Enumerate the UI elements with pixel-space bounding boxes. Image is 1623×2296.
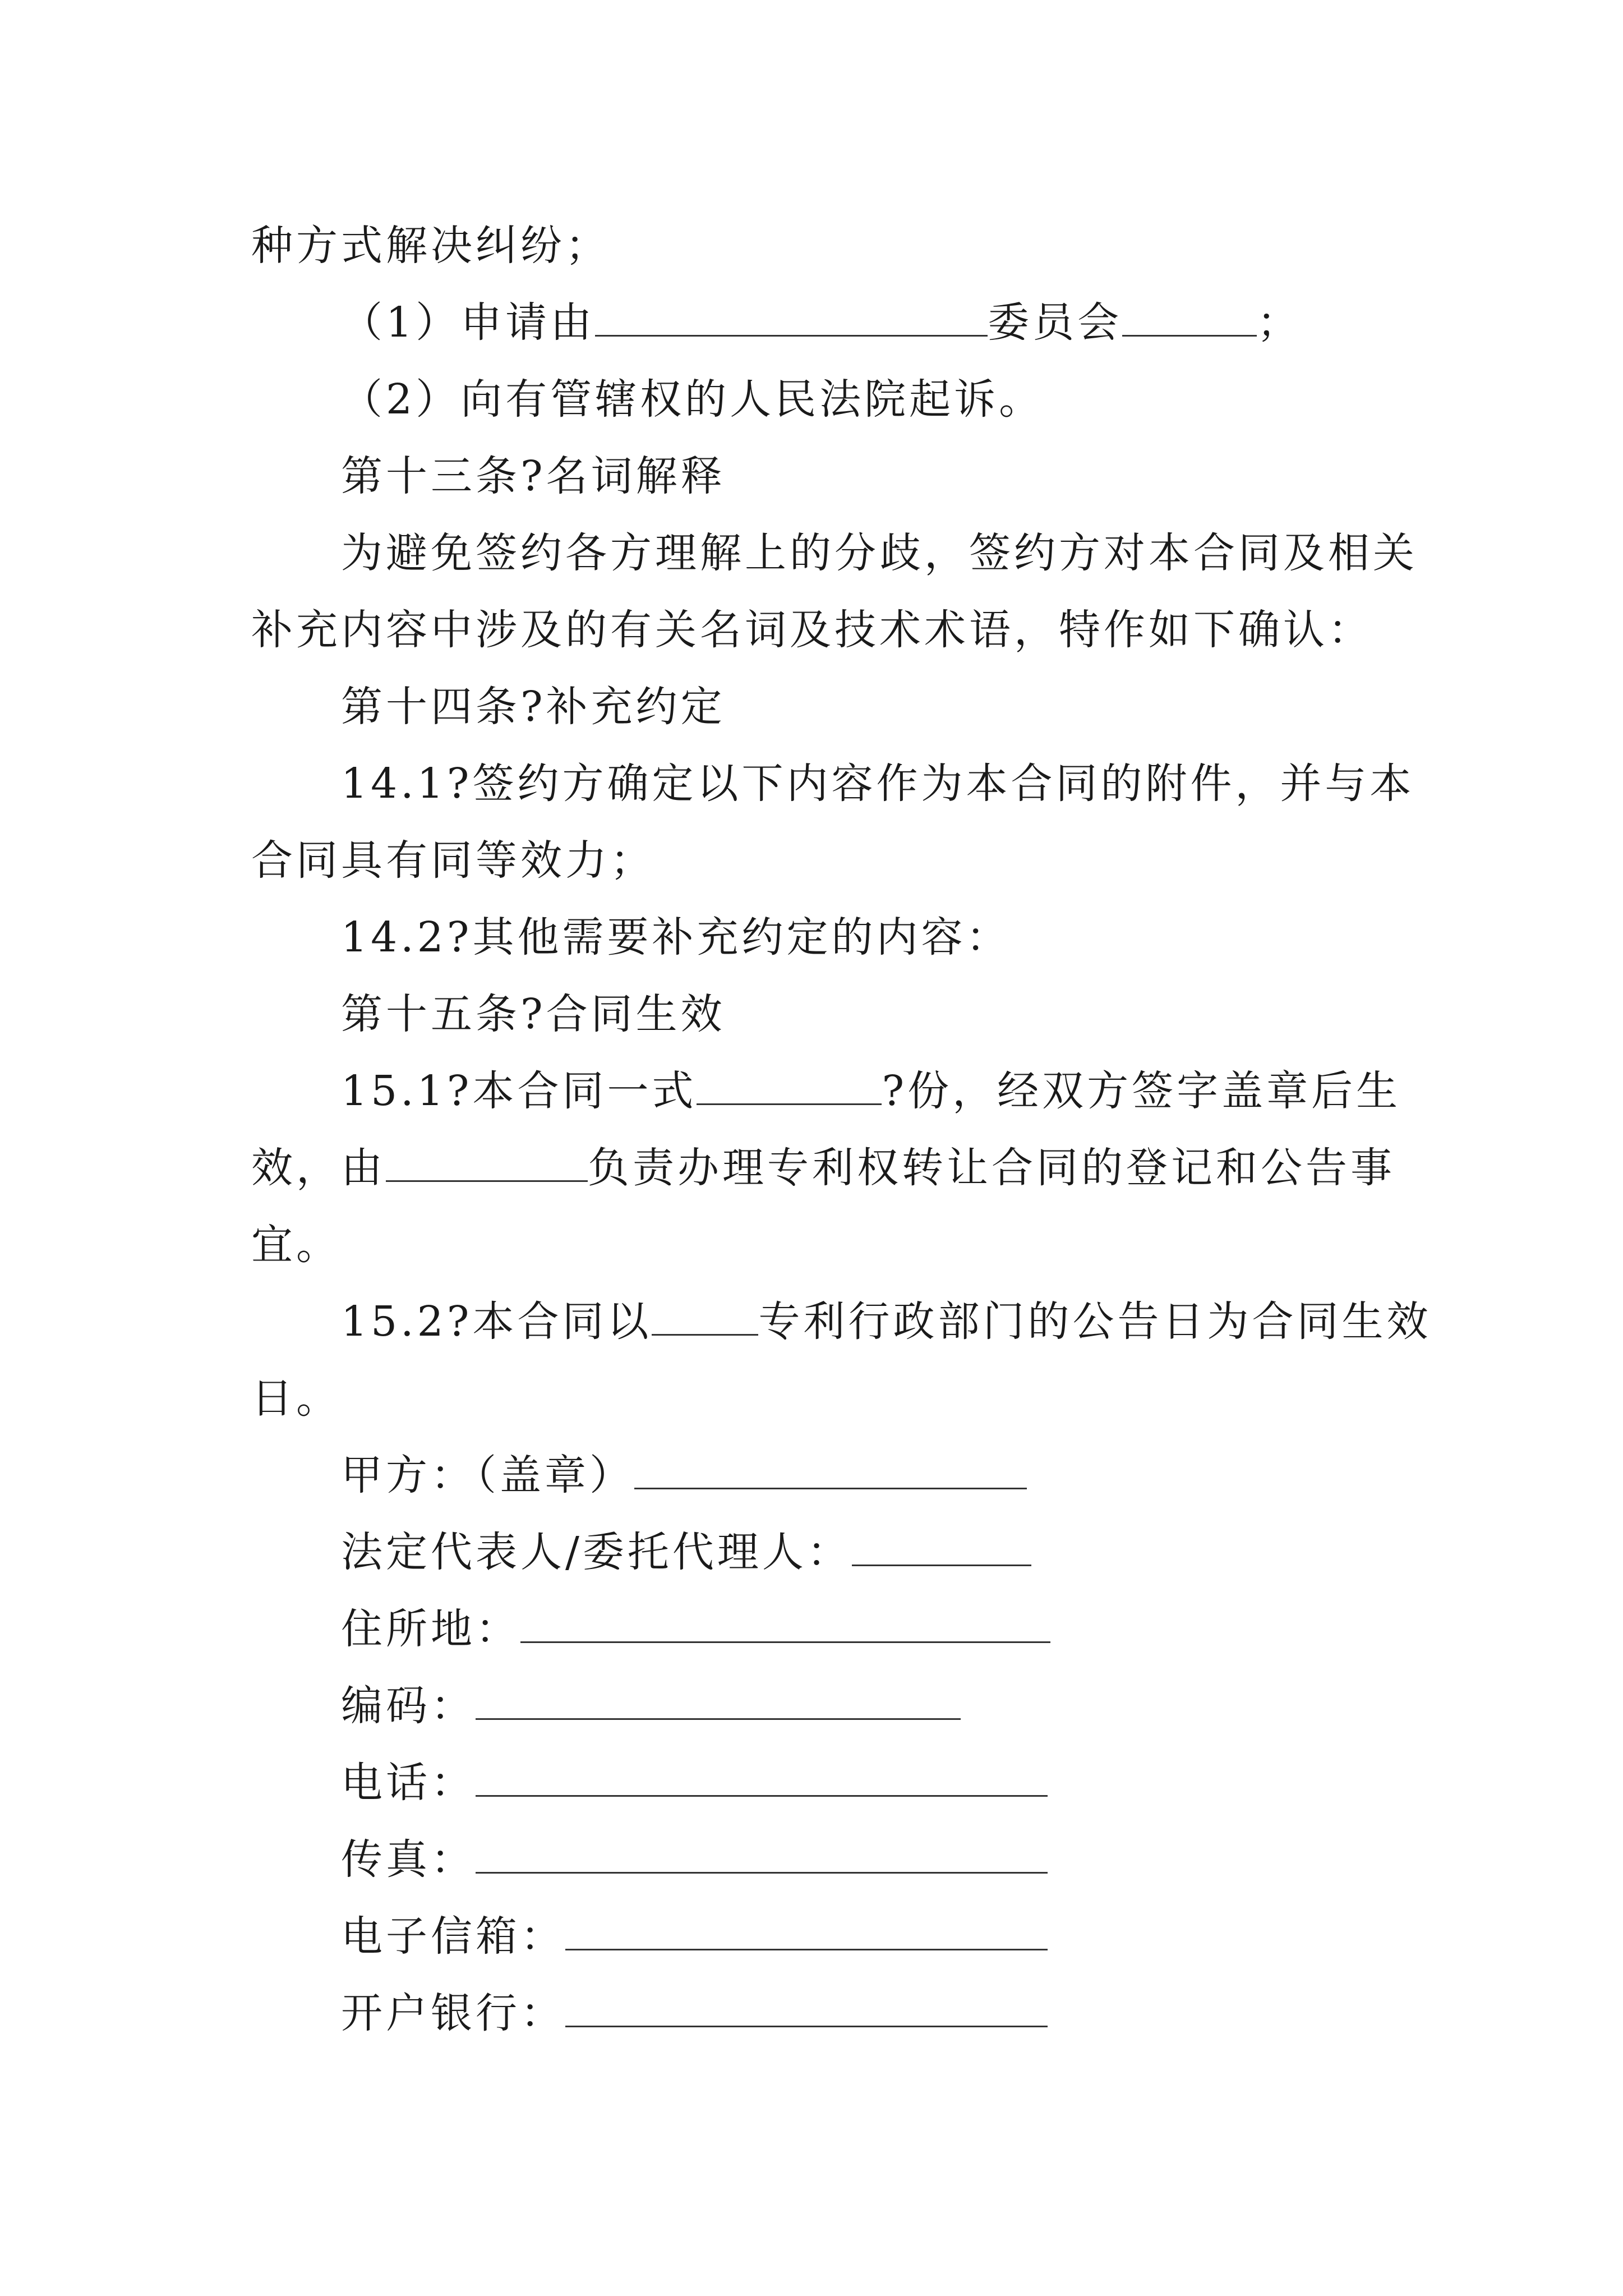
contract-text [251, 208, 1432, 2052]
heading-text: 第十四条?补充约定 [341, 683, 726, 731]
paragraph-text: ?份，经双方签字盖章后生 [882, 1067, 1401, 1115]
field-label: 住所地： [341, 1605, 520, 1653]
signature-field-phone [251, 1745, 1390, 1821]
email-blank [565, 1916, 1048, 1950]
text-line [251, 208, 1390, 284]
department-blank [652, 1301, 758, 1336]
paragraph-text: （2）向有管辖权的人民法院起诉。 [341, 375, 1044, 424]
field-label: 电话： [341, 1759, 476, 1807]
paragraph-text: 宜。 [251, 1221, 341, 1269]
committee-name-blank [595, 302, 988, 337]
text-line [251, 515, 1418, 592]
field-label: 电子信箱： [341, 1912, 565, 1961]
text-line [251, 899, 1390, 976]
phone-blank [476, 1763, 1048, 1797]
copies-count-blank [697, 1071, 882, 1105]
party-a-seal-blank [634, 1455, 1027, 1489]
postcode-blank [476, 1686, 961, 1720]
paragraph-text: 14.2?其他需要补充约定的内容： [341, 913, 1011, 961]
text-line [251, 1360, 1390, 1437]
text-line [251, 746, 1415, 822]
field-label: 编码： [341, 1682, 476, 1730]
signature-field-representative [251, 1514, 1390, 1591]
clause-item-2 [251, 361, 1390, 438]
field-label: 甲方：（盖章） [341, 1451, 634, 1499]
text-line [251, 592, 1390, 669]
arbitration-blank [1122, 302, 1257, 337]
address-blank [520, 1609, 1050, 1643]
paragraph-text: 15.1?本合同一式 [341, 1067, 697, 1115]
signature-field-email [251, 1898, 1390, 1975]
heading-text: 第十三条?名词解释 [341, 452, 726, 500]
paragraph-text: 15.2?本合同以 [341, 1297, 652, 1346]
heading-text: 第十五条?合同生效 [341, 990, 726, 1038]
article-heading [251, 438, 1390, 515]
paragraph-text: 补充内容中涉及的有关名词及技术术语，特作如下确认： [251, 606, 1373, 654]
article-heading [251, 976, 1390, 1053]
text-line [251, 1283, 1432, 1360]
paragraph-text: 日。 [251, 1374, 341, 1423]
paragraph-text: 委员会 [988, 298, 1123, 347]
text-line [251, 822, 1390, 899]
signature-field-bank [251, 1975, 1390, 2052]
responsible-party-blank [386, 1148, 588, 1182]
paragraph-text: 合同具有同等效力； [251, 836, 655, 885]
paragraph-text: 种方式解决纠纷； [251, 222, 610, 270]
field-label: 开户银行： [341, 1989, 565, 2037]
paragraph-text: （1）申请由 [341, 298, 596, 347]
field-label: 法定代表人/委托代理人： [341, 1528, 852, 1576]
text-line [251, 1207, 1390, 1283]
paragraph-text: ； [1257, 298, 1302, 347]
paragraph-text: 14.1?签约方确定以下内容作为本合同的附件，并与本 [341, 760, 1415, 808]
signature-field-party-a [251, 1437, 1390, 1514]
text-line [251, 1053, 1401, 1130]
signature-field-postcode [251, 1668, 1390, 1745]
paragraph-text: 负责办理专利权转让合同的登记和公告事 [588, 1144, 1395, 1192]
representative-blank [852, 1532, 1031, 1566]
fax-blank [476, 1839, 1048, 1874]
signature-field-address [251, 1591, 1390, 1668]
clause-item-1 [251, 284, 1390, 361]
paragraph-text: 效，由 [251, 1144, 386, 1192]
field-label: 传真： [341, 1835, 476, 1884]
article-heading [251, 669, 1390, 746]
signature-field-fax [251, 1821, 1390, 1898]
bank-blank [565, 1993, 1048, 2027]
paragraph-text: 专利行政部门的公告日为合同生效 [758, 1297, 1432, 1346]
paragraph-text: 为避免签约各方理解上的分歧，签约方对本合同及相关 [341, 529, 1418, 577]
text-line [251, 1130, 1395, 1207]
